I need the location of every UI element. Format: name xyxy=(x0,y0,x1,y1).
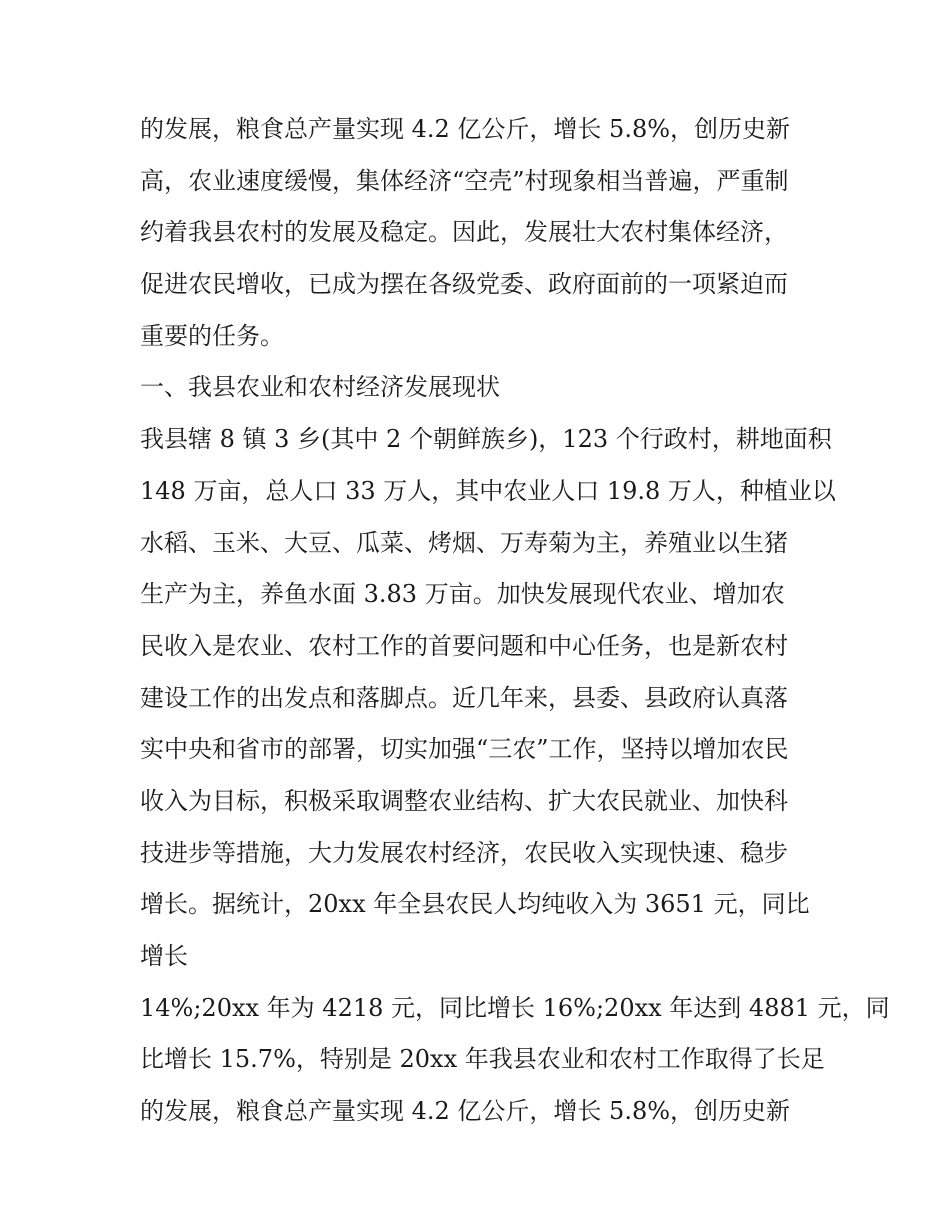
document-body xyxy=(140,104,890,1138)
text-line: 建设工作的出发点和落脚点。近几年来，县委、县政府认真落 xyxy=(140,683,788,712)
text-line: 14%;20xx 年为 4218 元，同比增长 16%;20xx 年达到 4881 元，同 xyxy=(140,993,890,1022)
text-line: 收入为目标，积极采取调整农业结构、扩大农民就业、加快科 xyxy=(140,786,788,815)
text-line: 民收入是农业、农村工作的首要问题和中心任务，也是新农村 xyxy=(140,631,788,660)
text-line: 约着我县农村的发展及稳定。因此，发展壮大农村集体经济， xyxy=(140,218,788,247)
text-line: 的发展，粮食总产量实现 4.2 亿公斤，增长 5.8%，创历史新 xyxy=(140,1097,791,1126)
text-line: 实中央和省市的部署，切实加强“三农”工作，坚持以增加农民 xyxy=(140,735,789,764)
text-line: 高，农业速度缓慢，集体经济“空壳”村现象相当普遍，严重制 xyxy=(140,166,789,195)
text-line: 比增长 15.7%，特别是 20xx 年我县农业和农村工作取得了长足 xyxy=(140,1045,825,1074)
text-line: 148 万亩，总人口 33 万人，其中农业人口 19.8 万人，种植业以 xyxy=(140,476,836,505)
text-line: 增长。据统计，20xx 年全县农民人均纯收入为 3651 元，同比 xyxy=(140,890,810,919)
text-line: 的发展，粮食总产量实现 4.2 亿公斤，增长 5.8%，创历史新 xyxy=(140,115,791,143)
section-heading: 一、我县农业和农村经济发展现状 xyxy=(140,373,500,402)
text-line: 技进步等措施，大力发展农村经济，农民收入实现快速、稳步 xyxy=(140,838,788,867)
text-line: 增长 xyxy=(140,942,188,970)
text-line: 促进农民增收，已成为摆在各级党委、政府面前的一项紧迫而 xyxy=(140,270,788,299)
text-line: 水稻、玉米、大豆、瓜菜、烤烟、万寿菊为主，养殖业以生猪 xyxy=(140,528,788,557)
text-line: 我县辖 8 镇 3 乡(其中 2 个朝鲜族乡)，123 个行政村，耕地面积 xyxy=(140,425,832,454)
text-line: 重要的任务。 xyxy=(140,321,284,350)
text-line: 生产为主，养鱼水面 3.83 万亩。加快发展现代农业、增加农 xyxy=(140,580,785,609)
